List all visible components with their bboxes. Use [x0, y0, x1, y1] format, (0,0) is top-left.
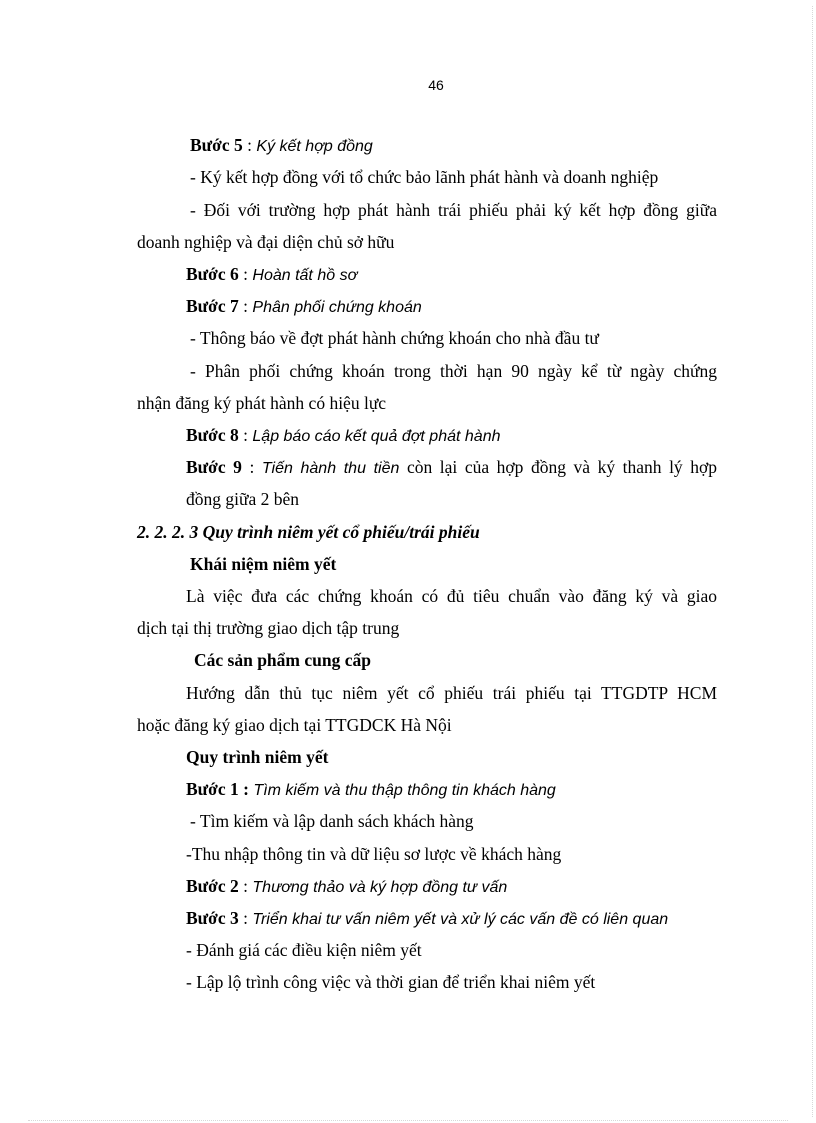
step-title: Lập báo cáo kết quả đợt phát hành — [252, 428, 501, 445]
step-separator: : — [238, 296, 253, 316]
paragraph-line: - Lập lộ trình công việc và thời gian để triển khai niêm yết — [186, 972, 596, 992]
step-text: còn lại của hợp đồng và ký thanh lý hợp — [399, 457, 717, 477]
step-separator: : — [238, 425, 253, 445]
step-title: Tìm kiếm và thu thập thông tin khách hàng — [248, 782, 556, 799]
step-title: Triển khai tư vấn niêm yết và xử lý các vấn đề có liên quan — [252, 911, 669, 928]
paragraph-line: - Đánh giá các điều kiện niêm yết — [186, 940, 422, 960]
paragraph-line: hoặc đăng ký giao dịch tại TTGDCK Hà Nội — [137, 715, 452, 735]
paragraph-line: Hướng dẫn thủ tục niêm yết cổ phiếu trái phiếu tại TTGDTP HCM — [186, 683, 717, 703]
page-number: 46 — [428, 77, 444, 93]
paragraph-line: - Phân phối chứng khoán trong thời hạn 90 ngày kể từ ngày chứng — [190, 361, 717, 381]
step-label: Bước 2 — [186, 876, 239, 896]
step-separator: : — [238, 264, 253, 284]
paragraph-line: - Ký kết hợp đồng với tổ chức bảo lãnh phát hành và doanh nghiệp — [190, 167, 659, 187]
step-9-line — [186, 455, 717, 481]
step-label: Bước 1 : — [186, 779, 249, 799]
step-label: Bước 3 — [186, 908, 239, 928]
step-label: Bước 7 — [186, 296, 239, 316]
step-title: Ký kết hợp đồng — [256, 138, 373, 155]
paragraph-line: -Thu nhập thông tin và dữ liệu sơ lược về khách hàng — [186, 844, 562, 864]
listing-step-1-line — [186, 777, 556, 803]
step-title: Tiến hành thu tiền — [261, 460, 400, 477]
step-separator: : — [242, 135, 257, 155]
step-title: Thương thảo và ký hợp đồng tư vấn — [252, 879, 508, 896]
step-5-line — [190, 133, 373, 159]
paragraph-line: - Đối với trường hợp phát hành trái phiếu phải ký kết hợp đồng giữa — [190, 200, 717, 220]
listing-step-2-line — [186, 874, 507, 900]
step-label: Bước 9 — [186, 457, 242, 477]
page-border-bottom — [28, 1120, 788, 1121]
paragraph-line: doanh nghiệp và đại diện chủ sở hữu — [137, 232, 395, 252]
paragraph-line: Là việc đưa các chứng khoán có đủ tiêu chuẩn vào đăng ký và giao — [186, 586, 717, 606]
step-separator: : — [238, 876, 253, 896]
step-7-line — [186, 294, 422, 320]
paragraph-line: dịch tại thị trường giao dịch tập trung — [137, 618, 400, 638]
page-border-right — [812, 6, 813, 1117]
paragraph-line: - Thông báo về đợt phát hành chứng khoán cho nhà đầu tư — [190, 328, 599, 348]
subheading: Khái niệm niêm yết — [190, 554, 337, 574]
step-label: Bước 5 — [190, 135, 243, 155]
subheading: Quy trình niêm yết — [186, 747, 329, 767]
step-title: Phân phối chứng khoán — [252, 299, 422, 316]
step-8-line — [186, 423, 500, 449]
step-label: Bước 6 — [186, 264, 239, 284]
paragraph-line: - Tìm kiếm và lập danh sách khách hàng — [190, 811, 474, 831]
step-label: Bước 8 — [186, 425, 239, 445]
section-heading: 2. 2. 2. 3 Quy trình niêm yết cổ phiếu/trái phiếu — [137, 522, 480, 542]
step-separator: : — [238, 908, 253, 928]
step-6-line — [186, 262, 357, 288]
paragraph-line: đồng giữa 2 bên — [186, 489, 300, 509]
listing-step-3-line — [186, 906, 668, 932]
paragraph-line: nhận đăng ký phát hành có hiệu lực — [137, 393, 387, 413]
subheading: Các sản phẩm cung cấp — [194, 650, 371, 670]
step-separator: : — [241, 457, 262, 477]
step-title: Hoàn tất hồ sơ — [252, 267, 358, 284]
